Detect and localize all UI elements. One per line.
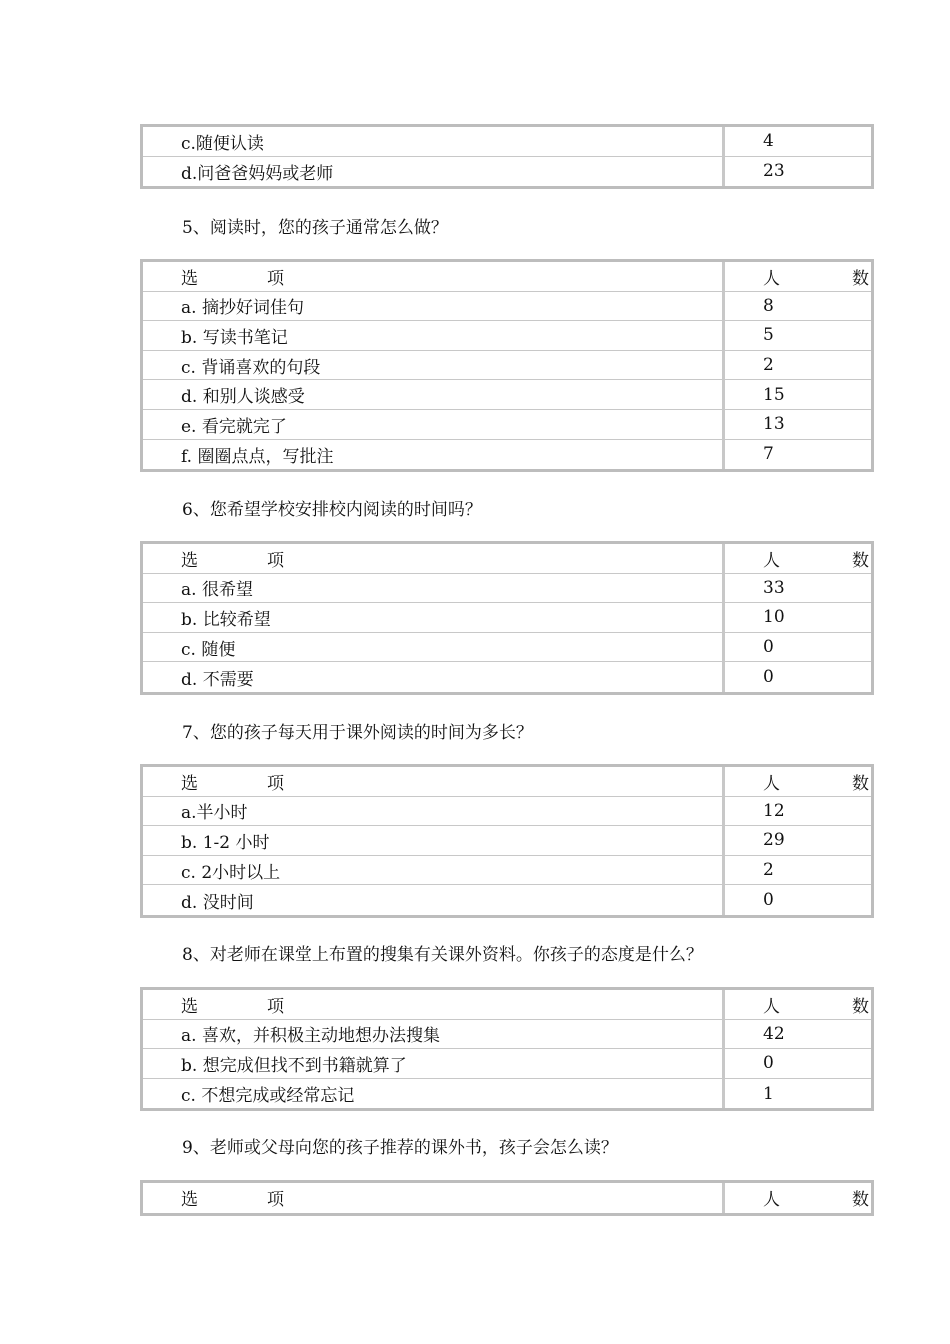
header-count-1: 人: [763, 773, 780, 794]
header-count-2: 数: [852, 1190, 869, 1211]
header-count-1: 人: [763, 996, 780, 1017]
option-cell: a. 喜欢，并积极主动地想办法搜集: [143, 1020, 725, 1049]
header-count-2: 数: [852, 550, 869, 571]
table-row: [143, 380, 871, 410]
option-cell: b. 比较希望: [143, 603, 725, 632]
table-row: [143, 321, 871, 351]
option-cell: d. 不需要: [143, 662, 725, 692]
header-option-2: 项: [267, 773, 284, 794]
option-cell: a. 很希望: [143, 574, 725, 603]
table-row: [143, 885, 871, 915]
table-row: [143, 351, 871, 381]
option-cell: a. 摘抄好词佳句: [143, 292, 725, 321]
count-cell: 1: [763, 1083, 774, 1104]
table-header: [143, 767, 871, 797]
table-q9: [140, 1180, 874, 1216]
count-cell: 13: [763, 414, 785, 435]
table-row: [143, 603, 871, 633]
header-count-2: 数: [852, 996, 869, 1017]
header-count-1: 人: [763, 550, 780, 571]
table-header: [143, 1183, 871, 1213]
count-cell: 8: [763, 295, 774, 316]
table-q5: [140, 259, 874, 472]
table-header: [143, 262, 871, 292]
count-cell: 7: [763, 444, 774, 465]
table-row: [143, 633, 871, 663]
header-option-1: 选: [181, 996, 198, 1017]
table-row: [143, 826, 871, 856]
option-cell: c.随便认读: [143, 127, 725, 156]
table-row: [143, 1020, 871, 1050]
header-option-1: 选: [181, 1190, 198, 1211]
table-row: [143, 574, 871, 604]
question-9: 9、老师或父母向您的孩子推荐的课外书，孩子会怎么读？: [182, 1138, 618, 1158]
table-row: [143, 797, 871, 827]
table-row: [143, 410, 871, 440]
option-cell: e. 看完就完了: [143, 410, 725, 439]
table-row: [143, 157, 871, 187]
option-cell: c. 随便: [143, 633, 725, 662]
count-cell: 12: [763, 800, 785, 821]
count-cell: 23: [763, 161, 785, 182]
table-header: [143, 544, 871, 574]
count-cell: 33: [763, 577, 785, 598]
header-option-1: 选: [181, 268, 198, 289]
header-option-2: 项: [267, 996, 284, 1017]
option-cell: c. 2小时以上: [143, 856, 725, 885]
header-option-2: 项: [267, 1190, 284, 1211]
table-q4-continued: [140, 124, 874, 189]
count-cell: 0: [763, 667, 774, 688]
question-7: 7、您的孩子每天用于课外阅读的时间为多长？: [182, 723, 533, 743]
option-cell: d. 和别人谈感受: [143, 380, 725, 409]
count-cell: 15: [763, 384, 785, 405]
count-cell: 5: [763, 325, 774, 346]
count-cell: 10: [763, 607, 785, 628]
option-cell: c. 不想完成或经常忘记: [143, 1079, 725, 1109]
table-header: [143, 990, 871, 1020]
option-cell: b. 想完成但找不到书籍就算了: [143, 1049, 725, 1078]
table-row: [143, 292, 871, 322]
header-count-2: 数: [852, 773, 869, 794]
header-option-1: 选: [181, 550, 198, 571]
option-cell: d.问爸爸妈妈或老师: [143, 157, 725, 187]
header-option-1: 选: [181, 773, 198, 794]
option-cell: f. 圈圈点点，写批注: [143, 440, 725, 470]
header-count-1: 人: [763, 1190, 780, 1211]
table-q7: [140, 764, 874, 918]
option-cell: a.半小时: [143, 797, 725, 826]
header-count-1: 人: [763, 268, 780, 289]
table-q8: [140, 987, 874, 1111]
option-cell: d. 没时间: [143, 885, 725, 915]
table-row: [143, 127, 871, 157]
table-row: [143, 440, 871, 470]
question-5: 5、阅读时，您的孩子通常怎么做？: [182, 218, 448, 238]
count-cell: 0: [763, 637, 774, 658]
option-cell: b. 写读书笔记: [143, 321, 725, 350]
option-cell: b. 1-2 小时: [143, 826, 725, 855]
count-cell: 29: [763, 830, 785, 851]
count-cell: 0: [763, 1053, 774, 1074]
header-count-2: 数: [852, 268, 869, 289]
table-row: [143, 662, 871, 692]
question-8: 8、对老师在课堂上布置的搜集有关课外资料。你孩子的态度是什么？: [182, 945, 703, 965]
table-q6: [140, 541, 874, 695]
count-cell: 2: [763, 355, 774, 376]
table-row: [143, 1049, 871, 1079]
count-cell: 2: [763, 860, 774, 881]
count-cell: 4: [763, 131, 774, 152]
option-cell: c. 背诵喜欢的句段: [143, 351, 725, 380]
count-cell: 42: [763, 1023, 785, 1044]
question-6: 6、您希望学校安排校内阅读的时间吗？: [182, 500, 482, 520]
count-cell: 0: [763, 890, 774, 911]
header-option-2: 项: [267, 268, 284, 289]
table-row: [143, 1079, 871, 1109]
table-row: [143, 856, 871, 886]
header-option-2: 项: [267, 550, 284, 571]
